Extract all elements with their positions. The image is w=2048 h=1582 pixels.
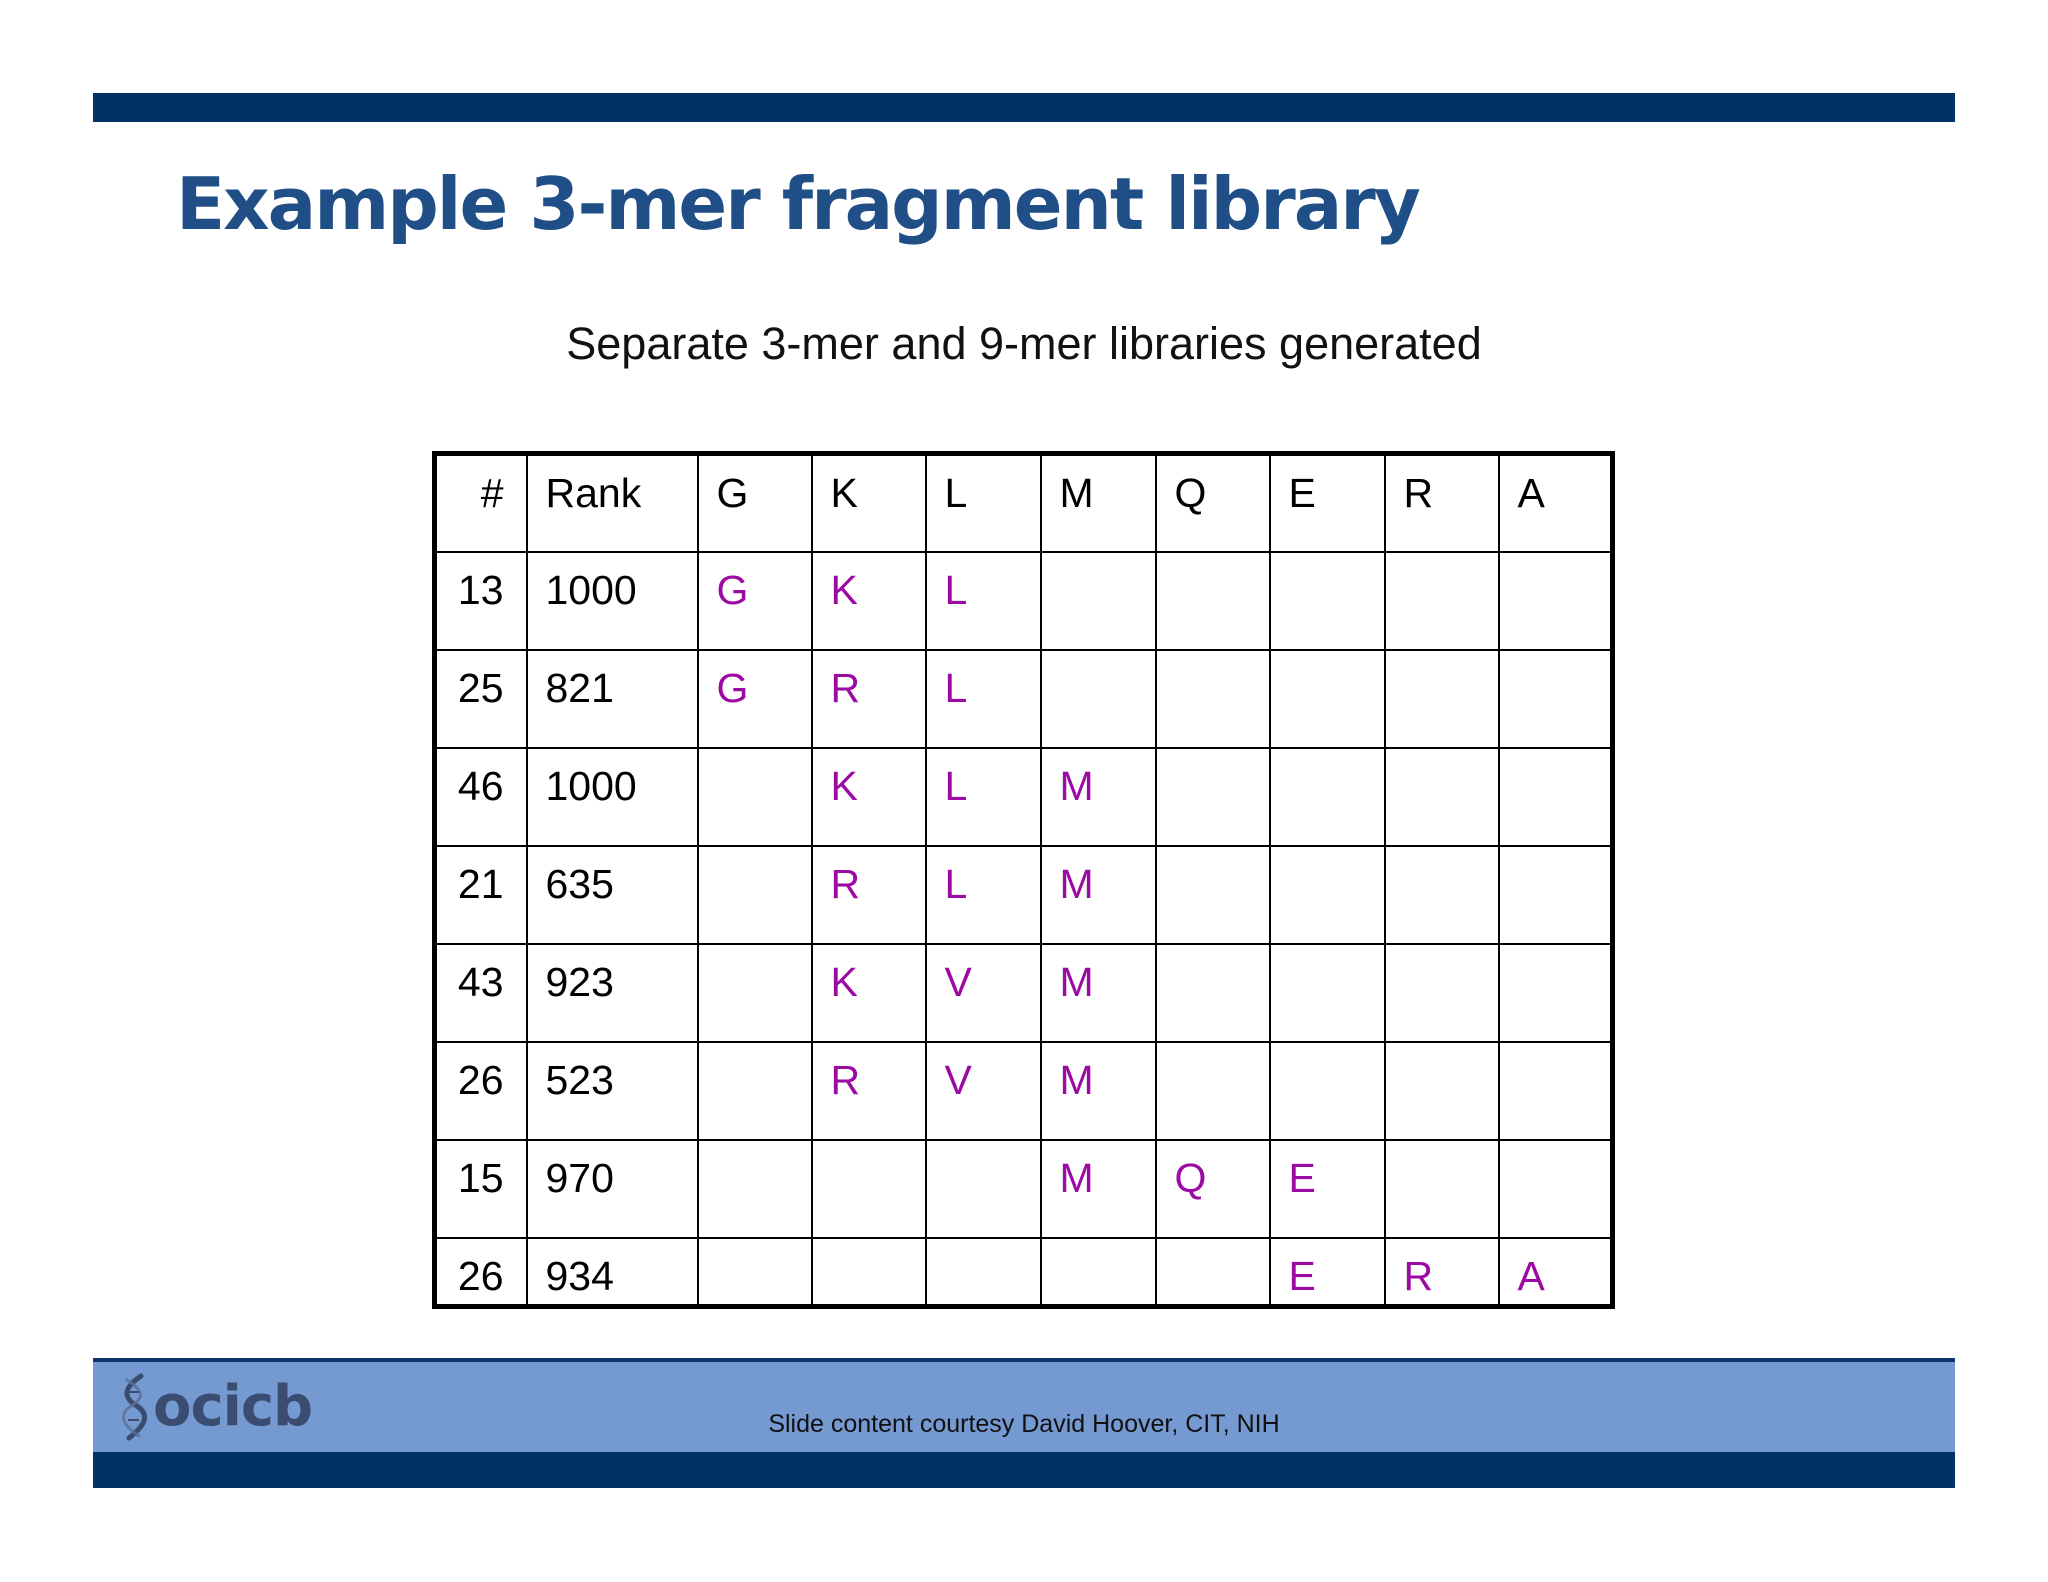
cell-residue [1156, 748, 1270, 846]
cell-residue: E [1270, 1140, 1385, 1238]
cell-residue [1156, 1042, 1270, 1140]
cell-residue [698, 1238, 812, 1307]
cell-residue: M [1041, 1140, 1156, 1238]
cell-residue: R [812, 650, 926, 748]
cell-rank: 1000 [527, 748, 698, 846]
col-header-residue: L [926, 454, 1041, 552]
cell-residue [1499, 650, 1613, 748]
cell-residue: M [1041, 1042, 1156, 1140]
cell-residue [1270, 1042, 1385, 1140]
cell-residue [1270, 846, 1385, 944]
cell-residue [698, 846, 812, 944]
col-header-residue: K [812, 454, 926, 552]
cell-rank: 635 [527, 846, 698, 944]
cell-residue [1041, 1238, 1156, 1307]
cell-residue: M [1041, 944, 1156, 1042]
cell-residue [1270, 748, 1385, 846]
cell-residue [1270, 944, 1385, 1042]
cell-residue [1385, 748, 1499, 846]
table-row [435, 846, 1613, 944]
cell-number: 26 [435, 1238, 527, 1307]
cell-residue: A [1499, 1238, 1613, 1307]
cell-residue [1156, 944, 1270, 1042]
table-row [435, 944, 1613, 1042]
cell-residue [1041, 650, 1156, 748]
cell-residue [1385, 1042, 1499, 1140]
cell-number: 26 [435, 1042, 527, 1140]
fragment-table [432, 451, 1615, 1309]
cell-residue: G [698, 552, 812, 650]
col-header-residue: E [1270, 454, 1385, 552]
table-row [435, 1042, 1613, 1140]
cell-residue [1270, 650, 1385, 748]
cell-number: 21 [435, 846, 527, 944]
cell-residue [1499, 1140, 1613, 1238]
cell-residue: V [926, 944, 1041, 1042]
col-header-number: # [435, 454, 527, 552]
col-header-residue: G [698, 454, 812, 552]
cell-residue [698, 1140, 812, 1238]
col-header-residue: R [1385, 454, 1499, 552]
cell-residue: K [812, 748, 926, 846]
cell-residue [926, 1140, 1041, 1238]
cell-residue: R [812, 846, 926, 944]
cell-residue: K [812, 552, 926, 650]
cell-residue: R [1385, 1238, 1499, 1307]
cell-residue: G [698, 650, 812, 748]
cell-number: 43 [435, 944, 527, 1042]
cell-residue: K [812, 944, 926, 1042]
cell-residue [1156, 846, 1270, 944]
cell-residue: R [812, 1042, 926, 1140]
col-header-rank: Rank [527, 454, 698, 552]
cell-residue [1385, 650, 1499, 748]
cell-rank: 821 [527, 650, 698, 748]
cell-residue [698, 748, 812, 846]
col-header-residue: Q [1156, 454, 1270, 552]
col-header-residue: M [1041, 454, 1156, 552]
cell-residue [926, 1238, 1041, 1307]
cell-residue [1041, 552, 1156, 650]
cell-residue [1270, 552, 1385, 650]
cell-rank: 523 [527, 1042, 698, 1140]
cell-rank: 923 [527, 944, 698, 1042]
table-row [435, 1140, 1613, 1238]
slide-title: Example 3-mer fragment library [176, 162, 1419, 246]
table-row [435, 650, 1613, 748]
cell-rank: 1000 [527, 552, 698, 650]
table-body [435, 552, 1613, 1307]
cell-residue: L [926, 846, 1041, 944]
cell-residue: M [1041, 748, 1156, 846]
cell-residue [1156, 650, 1270, 748]
cell-residue [1385, 944, 1499, 1042]
cell-number: 15 [435, 1140, 527, 1238]
footer-bar [93, 1452, 1955, 1488]
table-row [435, 748, 1613, 846]
header-bar [93, 93, 1955, 122]
logo-text: ocicb [153, 1374, 313, 1439]
cell-residue: L [926, 650, 1041, 748]
cell-residue [1499, 748, 1613, 846]
cell-residue: L [926, 748, 1041, 846]
cell-residue [1499, 846, 1613, 944]
cell-number: 46 [435, 748, 527, 846]
cell-residue [1156, 552, 1270, 650]
cell-residue [1385, 846, 1499, 944]
cell-residue: E [1270, 1238, 1385, 1307]
cell-residue: Q [1156, 1140, 1270, 1238]
credit-text: Slide content courtesy David Hoover, CIT, NIH [768, 1410, 1280, 1438]
cell-residue [1385, 552, 1499, 650]
cell-residue [1499, 1042, 1613, 1140]
cell-rank: 970 [527, 1140, 698, 1238]
cell-residue: V [926, 1042, 1041, 1140]
cell-residue [1385, 1140, 1499, 1238]
slide-subtitle: Separate 3-mer and 9-mer libraries generated [566, 318, 1482, 369]
table-row [435, 552, 1613, 650]
cell-residue [1499, 552, 1613, 650]
cell-residue [1156, 1238, 1270, 1307]
cell-residue: M [1041, 846, 1156, 944]
cell-residue [812, 1238, 926, 1307]
table-header [435, 454, 1613, 552]
cell-residue [698, 944, 812, 1042]
col-header-residue: A [1499, 454, 1613, 552]
header-row [435, 454, 1613, 552]
cell-number: 25 [435, 650, 527, 748]
cell-residue [812, 1140, 926, 1238]
cell-residue [1499, 944, 1613, 1042]
cell-rank: 934 [527, 1238, 698, 1307]
cell-residue [698, 1042, 812, 1140]
table-row [435, 1238, 1613, 1307]
cell-residue: L [926, 552, 1041, 650]
cell-number: 13 [435, 552, 527, 650]
